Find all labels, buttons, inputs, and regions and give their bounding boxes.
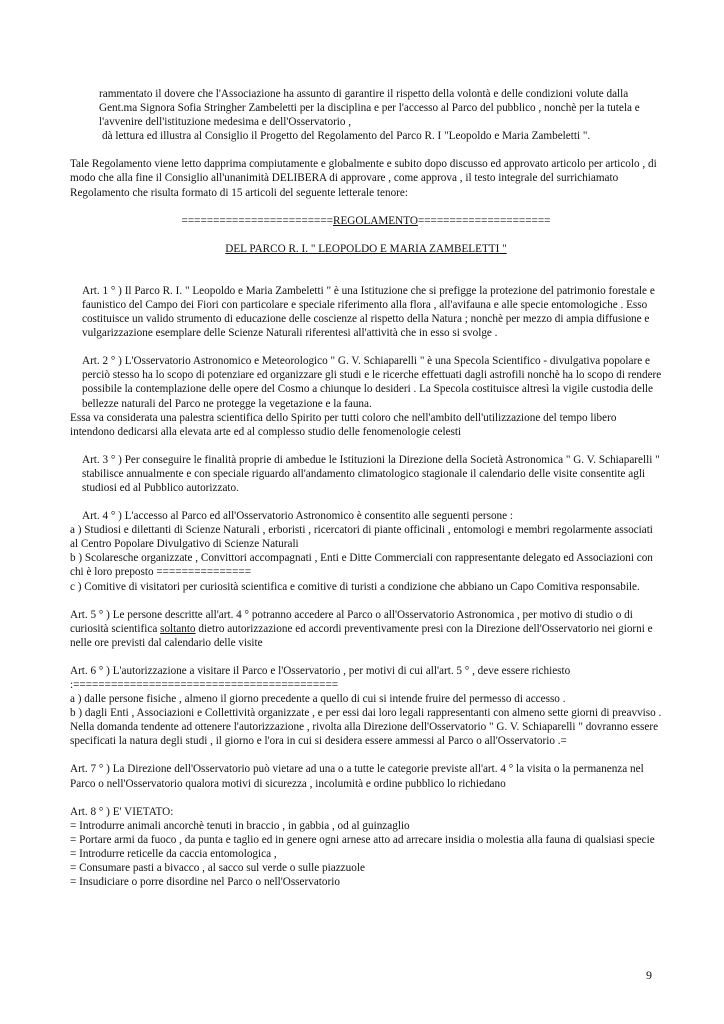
- article-5-text-start: Art. 5 ° ) Le persone descritte all'art. 4 ° potranno accedere al Parco o all'Osservatorio Astronomica , per motivo di studio o di curiosità scientifica: [70, 608, 633, 635]
- article-4-item-a: a ) Studiosi e dilettanti di Scienze Naturali , erboristi , ricercatori di piante officinali , entomologi e membri regolarmente associati al Centro Popolare Divulgativo di Scienze Naturali: [70, 524, 653, 551]
- article-6-note: Nella domanda tendente ad ottenere l'autorizzazione , rivolta alla Direzione dell'Osservatorio " G. V. Schiaparelli " dovranno essere specificati la natura degli studi , il giorno e l'ora in cui si desidera essere ammessi al Parco o all'Osservatorio .=: [70, 721, 659, 748]
- article-3: Art. 3 ° ) Per conseguire le finalità proprie di ambedue le Istituzioni la Direzione della Società Astronomica " G. V. Schiaparelli " stabilisce annualmente e con speciale riguardo all'andamento climatologico stagionale il calendario delle visite consentite agli studiosi ed al Pubblico autorizzato.: [82, 453, 660, 494]
- article-8: Art. 8 ° ) E' VIETATO:: [70, 805, 174, 818]
- article-4: Art. 4 ° ) L'accesso al Parco ed all'Osservatorio Astronomico è consentito alle seguenti persone :: [82, 510, 514, 523]
- article-2-continuation: Essa va considerata una palestra scientifica dello Spirito per tutti coloro che nell'ambito dell'utilizzazione del tempo libero intendono dedicarsi alla elevata arte ed al complesso studio delle fenomenologie celesti: [70, 411, 617, 438]
- intro-paragraph-1: rammentato il dovere che l'Associazione ha assunto di garantire il rispetto della volontà e delle condizioni volute dalla Gent.ma Signora Sofia Stringher Zambeletti per la disciplina e per l'accesso al Parco del pubblico , nonchè per la tutela e l'avvenire dell'istituzione medesima e dell'Osservatorio ,: [99, 88, 640, 129]
- article-5-underlined-word: soltanto: [160, 622, 196, 635]
- article-8-item: = Consumare pasti a bivacco , al sacco sul verde o sulle piazzuole: [70, 862, 365, 875]
- article-8-item: = Introdurre animali ancorchè tenuti in braccio , in gabbia , od al guinzaglio: [70, 819, 410, 832]
- article-6-item-a: a ) dalle persone fisiche , almeno il giorno precedente a quello di cui si intende fruire del permesso di accesso .: [70, 693, 566, 706]
- article-6: Art. 6 ° ) L'autorizzazione a visitare il Parco e l'Osservatorio , per motivi di cui all'art. 5 ° , deve essere richiesto :==========================================: [70, 664, 571, 691]
- article-2: Art. 2 ° ) L'Osservatorio Astronomico e Meteorologico " G. V. Schiaparelli " è una Specola Scientifico - divulgativa popolare e perciò stesso ha lo scopo di potenziare ed organizzare gli studi e le ricerche effettuati dagli astrofili nonchè ha lo scopo di rendere possibile la contemplazione delle opere del Cosmo a chiunque lo desideri . La Specola costituisce altresì la vigile custodia delle bellezze naturali del Parco ne protegge la vegetazione e la fauna.: [82, 355, 662, 410]
- article-7: Art. 7 ° ) La Direzione dell'Osservatorio può vietare ad una o a tutte le categorie previste all'art. 4 ° la visita o la permanenza nel Parco o nell'Osservatorio qualora motivi di sicurezza , incolumità e ordine pubblico lo richiedano: [70, 763, 644, 790]
- article-8-item: = Introdurre reticelle da caccia entomologica ,: [70, 847, 277, 860]
- article-5: [70, 608, 662, 650]
- title-rule-right: =====================: [417, 214, 551, 227]
- page-number: 9: [646, 968, 652, 982]
- article-8-item: = Portare armi da fuoco , da punta e taglio ed in genere ogni arnese atto ad arrecare insidia o molestia alla fauna di qualsiasi specie: [70, 833, 655, 846]
- article-1: Art. 1 ° ) Il Parco R. I. " Leopoldo e Maria Zambeletti " è una Istituzione che si prefigge la protezione del patrimonio forestale e faunistico del Campo dei Fiori con particolare e speciale riferimento alla flora , all'avifauna e alle specie entomologiche . Esso costituisce un valido strumento di educazione delle coscienze al rispetto della Natura ; nonchè per mezzo di ampia diffusione e vulgarizzazione esemplare delle Scienze Naturali riferentesi all'attività che in esso si svolge .: [82, 284, 655, 340]
- intro-paragraph-2: dà lettura ed illustra al Consiglio il Progetto del Regolamento del Parco R. I "Leopoldo e Maria Zambeletti ".: [102, 130, 591, 143]
- title-rule-left: ========================: [181, 214, 333, 227]
- title-word: REGOLAMENTO: [332, 214, 418, 227]
- article-8-item: = Insudiciare o porre disordine nel Parco o nell'Osservatorio: [70, 876, 340, 889]
- regulation-subtitle: DEL PARCO R. I. " LEOPOLDO E MARIA ZAMBELETTI ": [225, 242, 507, 255]
- regulation-title: [70, 214, 662, 228]
- article-4-item-c: c ) Comitive di visitatori per curiosità scientifica e comitive di turisti a condizione che abbiano un Capo Comitiva responsabile.: [70, 580, 640, 593]
- document-page: [70, 87, 662, 889]
- article-6-item-b: b ) dagli Enti , Associazioni e Collettività organizzate , e per essi dai loro legali rappresentanti con almeno sette giorni di preavviso .: [70, 707, 662, 720]
- intro-paragraph-3: Tale Regolamento viene letto dapprima compiutamente e globalmente e subito dopo discusso ed approvato articolo per articolo , di modo che alla fine il Consiglio all'unanimità DELIBERA di approvare , come approva , il testo integrale del surrichiamato Regolamento che risulta formato di 15 articoli del seguente letterale tenore:: [70, 158, 657, 199]
- article-4-item-b: b ) Scolaresche organizzate , Convittori accompagnati , Enti e Ditte Commerciali con rappresentante delegato ed Associazioni con chi è loro preposto ===============: [70, 552, 653, 579]
- article-5-text-end: dietro autorizzazione ed accordi preventivamente presi con la Direzione dell'Osservatorio nei giorni e nelle ore previsti dal calendario delle visite: [70, 622, 653, 649]
